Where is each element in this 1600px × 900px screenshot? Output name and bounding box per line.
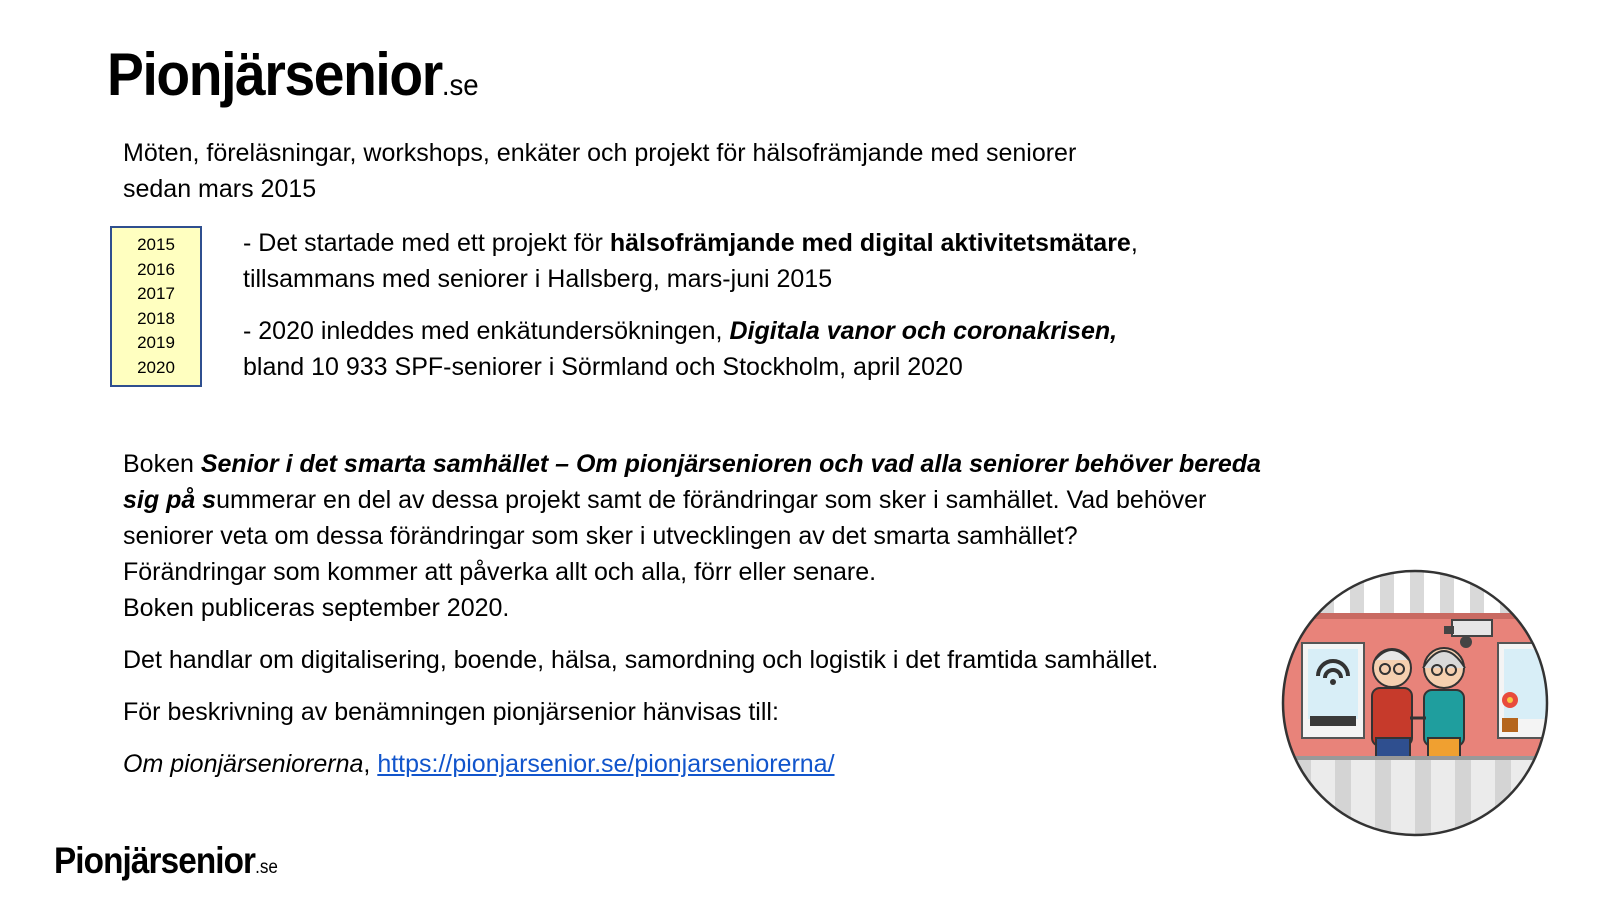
item2-survey-title: Digitala vanor och coronakrisen, xyxy=(729,317,1118,345)
reference-link[interactable]: https://pionjarsenior.se/pionjarseniorerna/ xyxy=(377,750,835,778)
project-item-1 xyxy=(243,225,1243,297)
description-paragraph: För beskrivning av benämningen pionjärsenior hänvisas till: xyxy=(123,698,779,726)
book-line-2: ummerar en del av dessa projekt samt de förändringar som sker i samhället. Vad behöver xyxy=(216,486,1207,514)
logo-tld: .se xyxy=(255,857,278,878)
reference-separator: , xyxy=(363,750,378,778)
item1-prefix: - Det startade med ett projekt för xyxy=(243,229,610,257)
senior-couple-smart-home-illustration xyxy=(1280,568,1550,838)
security-camera-icon xyxy=(1452,620,1492,636)
book-line-4: Förändringar som kommer att påverka allt och alla, förr eller senare. xyxy=(123,558,877,586)
year-item: 2016 xyxy=(137,259,175,279)
logo-name: Pionjärsenior xyxy=(54,840,256,881)
item1-bold: hälsofrämjande med digital aktivitetsmätare xyxy=(609,229,1131,257)
intro-line-2: sedan mars 2015 xyxy=(123,175,317,203)
book-line-3: seniorer veta om dessa förändringar som sker i utvecklingen av det smarta samhället? xyxy=(123,522,1078,550)
book-title-line-1: Senior i det smarta samhället – Om pionjärsenioren och vad alla seniorer behöver bereda xyxy=(200,450,1261,478)
year-item: 2020 xyxy=(137,357,175,377)
item1-line-2: tillsammans med seniorer i Hallsberg, mars-juni 2015 xyxy=(243,265,833,293)
book-paragraph xyxy=(123,446,1343,626)
year-item: 2018 xyxy=(137,308,175,328)
year-item: 2017 xyxy=(137,284,175,303)
logo-footer xyxy=(54,840,278,882)
reference-line xyxy=(123,746,1223,782)
year-item: 2015 xyxy=(137,235,175,254)
year-list-box xyxy=(110,226,202,387)
item1-suffix: , xyxy=(1130,229,1138,257)
logo-name: Pionjärsenior xyxy=(107,41,442,108)
year-item: 2019 xyxy=(137,333,175,352)
book-title-line-2: sig på s xyxy=(123,486,217,514)
intro-line-1: Möten, föreläsningar, workshops, enkäter och projekt för hälsofrämjande med seniorer xyxy=(123,139,1077,167)
book-prefix: Boken xyxy=(123,450,201,478)
reference-label: Om pionjärseniorerna xyxy=(123,750,364,778)
logo-tld: .se xyxy=(441,69,479,102)
book-line-5: Boken publiceras september 2020. xyxy=(123,594,510,622)
project-item-2 xyxy=(243,313,1243,385)
item2-prefix: - 2020 inleddes med enkätundersökningen, xyxy=(243,317,730,345)
item2-line-2: bland 10 933 SPF-seniorer i Sörmland och Stockholm, april 2020 xyxy=(243,353,963,381)
logo-header xyxy=(107,40,479,109)
topics-paragraph: Det handlar om digitalisering, boende, hälsa, samordning och logistik i det framtida samhället. xyxy=(123,646,1159,674)
intro-paragraph xyxy=(123,135,1223,207)
